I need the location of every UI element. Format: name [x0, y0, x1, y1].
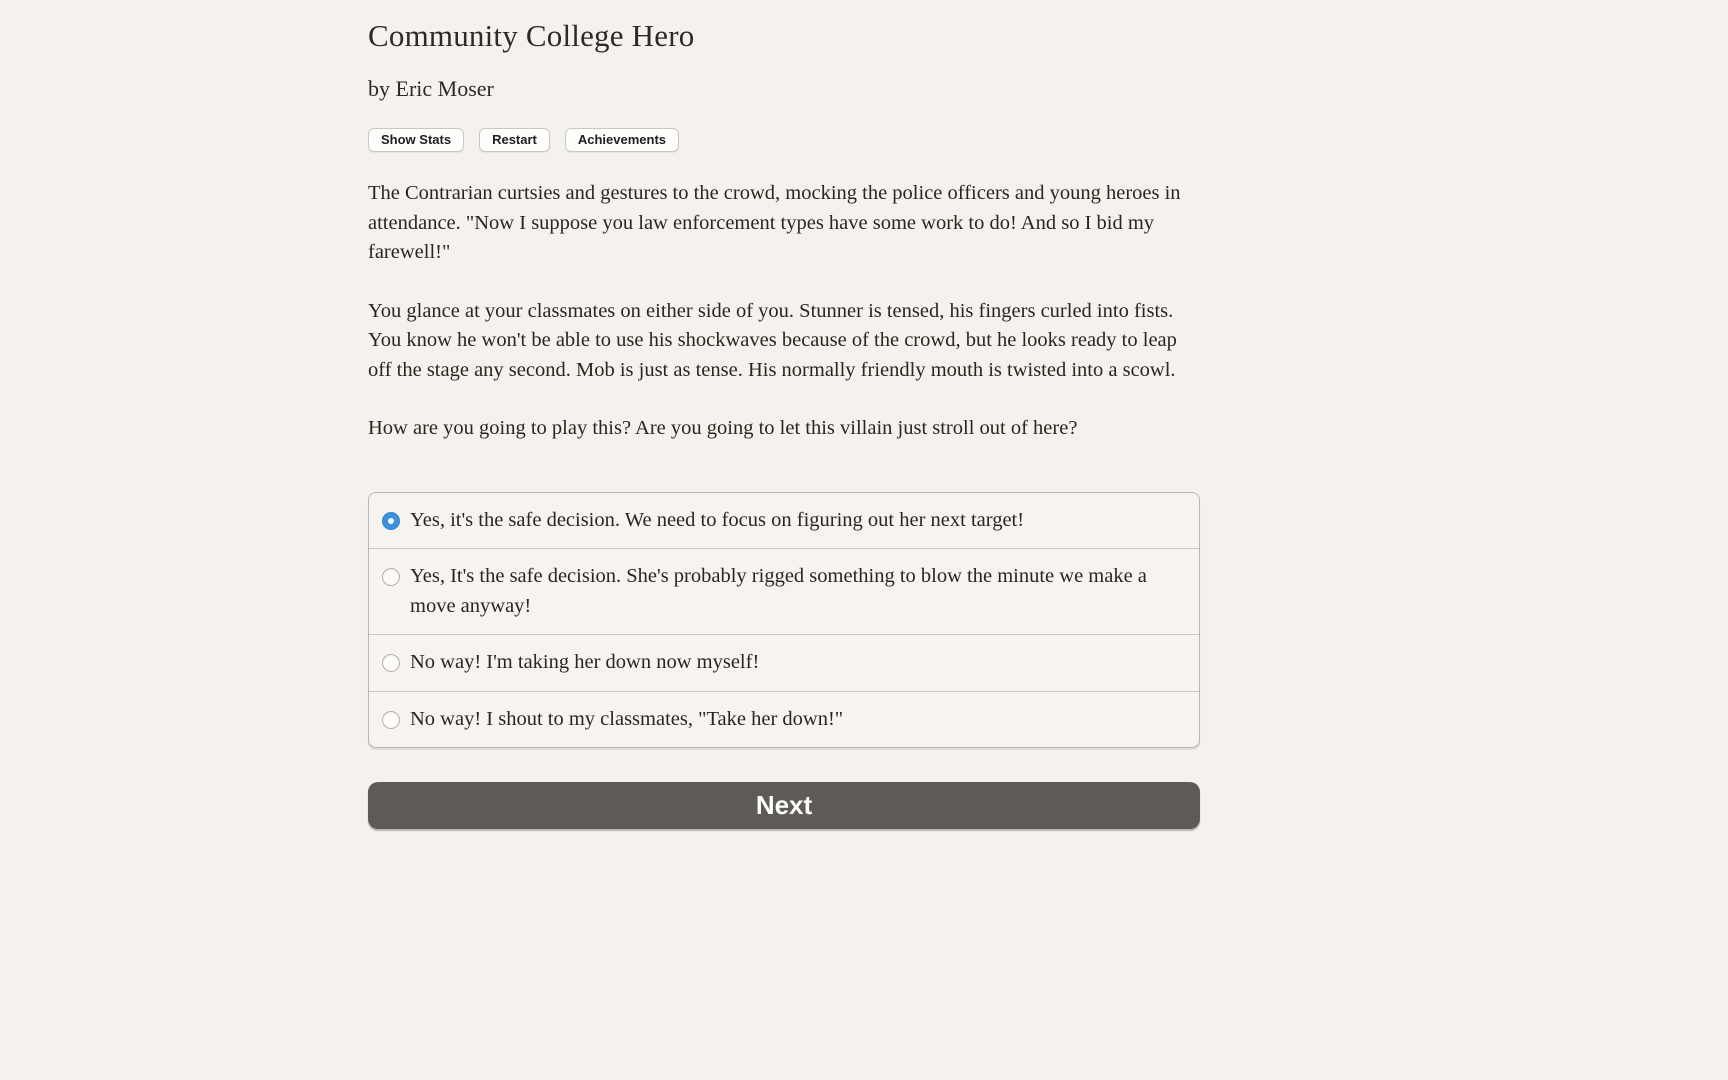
choice-option-4[interactable]	[369, 691, 1199, 748]
story-paragraph-1: The Contrarian curtsies and gestures to the crowd, mocking the police officers and young heroes in attendance. "Now I suppose you law enforcement types have some work to do! And so I bid my farewell!"	[368, 182, 1181, 263]
story-question: How are you going to play this? Are you going to let this villain just stroll out of here?	[368, 417, 1078, 439]
show-stats-button[interactable]: Show Stats	[368, 128, 464, 152]
choice-group	[368, 492, 1200, 749]
game-content	[368, 0, 1200, 829]
radio-button[interactable]	[382, 568, 400, 586]
page-title: Community College Hero	[368, 18, 695, 53]
choice-option-3[interactable]	[369, 634, 1199, 691]
radio-button[interactable]	[382, 711, 400, 729]
achievements-button[interactable]: Achievements	[565, 128, 679, 152]
choice-option-2[interactable]	[369, 548, 1199, 634]
radio-button[interactable]	[382, 654, 400, 672]
author-byline: by Eric Moser	[368, 76, 494, 101]
restart-button[interactable]: Restart	[479, 128, 550, 152]
radio-button[interactable]	[382, 512, 400, 530]
toolbar	[368, 128, 1200, 152]
choice-label: Yes, it's the safe decision. We need to focus on figuring out her next target!	[410, 508, 1025, 531]
choice-label: No way! I shout to my classmates, "Take her down!"	[410, 707, 844, 730]
choice-label: Yes, It's the safe decision. She's probably rigged something to blow the minute we make a move anyway!	[410, 565, 1147, 617]
story-paragraph-2: You glance at your classmates on either side of you. Stunner is tensed, his fingers curled into fists. You know he won't be able to use his shockwaves because of the crowd, but he looks ready to leap off the stage any second. Mob is just as tense. His normally friendly mouth is twisted into a scowl.	[368, 299, 1177, 381]
next-button[interactable]: Next	[368, 782, 1200, 829]
choice-option-1[interactable]	[369, 493, 1199, 549]
choice-label: No way! I'm taking her down now myself!	[410, 651, 760, 673]
